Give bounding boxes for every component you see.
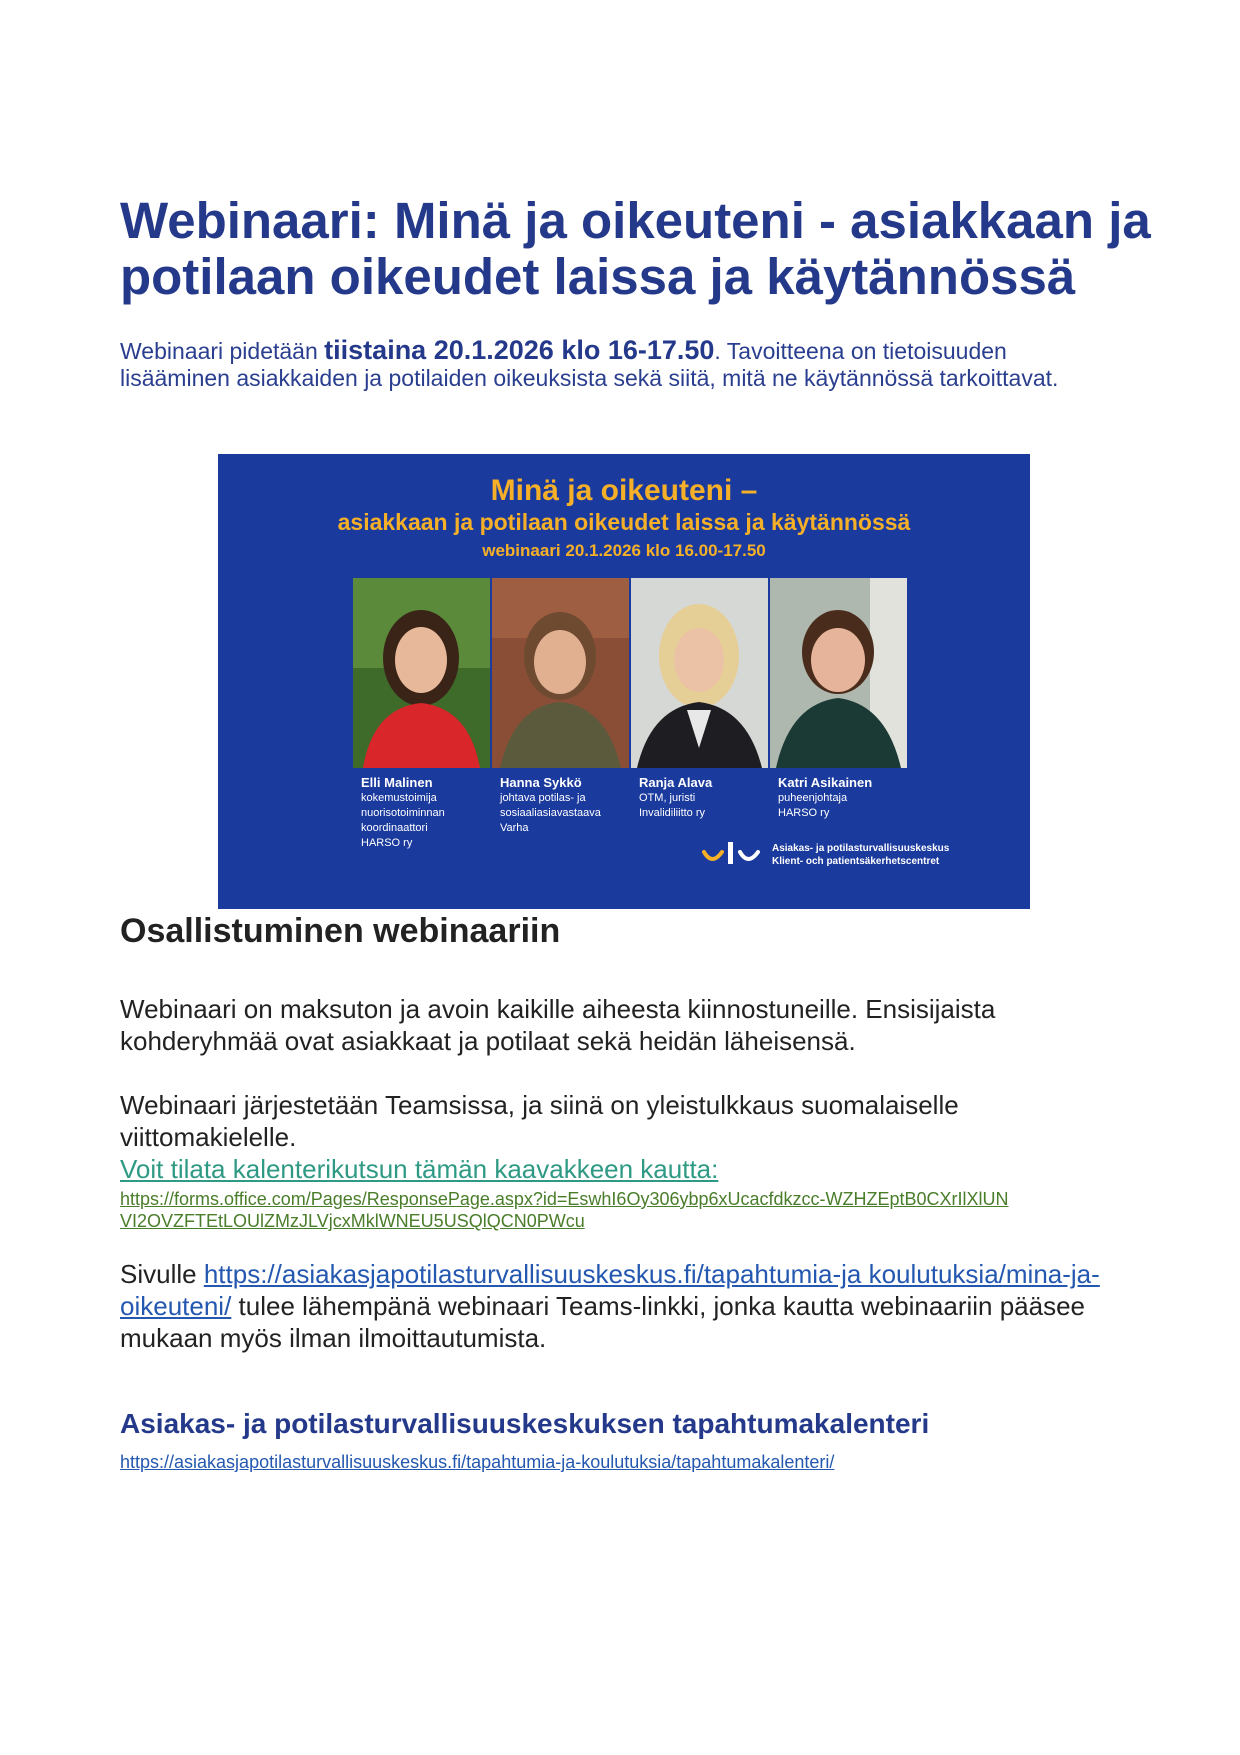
intro-pre: Webinaari pidetään — [120, 338, 325, 364]
speaker-name: Katri Asikainen — [778, 775, 873, 790]
teams-link-pre: Sivulle — [120, 1259, 204, 1289]
intro-date: tiistaina 20.1.2026 klo 16-17.50 — [324, 335, 715, 365]
page-title: Webinaari: Minä ja oikeuteni - asiakkaan ja potilaan oikeudet laissa ja käytännössä — [120, 192, 1151, 305]
speaker-role: koordinaattori — [361, 822, 428, 834]
banner-date: webinaari 20.1.2026 klo 16.00-17.50 — [482, 541, 766, 560]
teams-link-post: tulee lähempänä webinaari Teams-linkki, jonka kautta webinaariin pääsee mukaan myös ilman ilmoittautumista. — [120, 1291, 1086, 1353]
logo-text-fi: Asiakas- ja potilasturvallisuuskeskus — [772, 843, 950, 854]
speaker-role: johtava potilas- ja — [500, 792, 586, 804]
speaker-role: Invalidiliitto ry — [639, 807, 706, 819]
speaker-name: Hanna Sykkö — [500, 775, 582, 790]
speaker-2 — [500, 774, 640, 836]
teams-paragraph: Webinaari järjestetään Teamsissa, ja siinä on yleistulkkaus suomalaiselle viittomakielelle. — [120, 1090, 959, 1152]
speaker-photo-3 — [631, 578, 768, 768]
speaker-role: nuorisotoiminnan — [361, 807, 445, 819]
banner-subtitle: asiakkaan ja potilaan oikeudet laissa ja käytännössä — [337, 509, 911, 535]
teams-link-paragraph — [120, 1258, 1120, 1354]
forms-url-link[interactable]: https://forms.office.com/Pages/ResponsePage.aspx?id=EswhI6Oy306ybp6xUcacfdkzcc-WZHZEptB0CXrIlXlUNVI2OVZFTEtLOUlZMzJLVjcxMklWNEU5USQlQCN0PWcu — [120, 1189, 1009, 1231]
logo-mark-icon — [700, 836, 764, 872]
speaker-name: Elli Malinen — [361, 775, 433, 790]
speaker-role: HARSO ry — [778, 807, 830, 819]
calendar-invite-link[interactable]: Voit tilata kalenterikutsun tämän kaavakkeen kautta: — [120, 1154, 719, 1184]
speaker-role: Varha — [500, 822, 529, 834]
speaker-photo-4 — [770, 578, 907, 768]
logo-text-sv: Klient- och patientsäkerhetscentret — [772, 856, 940, 867]
speaker-role: kokemustoimija — [361, 792, 437, 804]
intro-post: . Tavoitteena on tietoisuuden lisääminen asiakkaiden ja potilaiden oikeuksista sekä siitä, mitä ne käytännössä tarkoittavat. — [120, 338, 1059, 391]
webinar-banner — [218, 454, 1030, 909]
participation-heading: Osallistuminen webinaariin — [120, 912, 561, 950]
intro-paragraph — [120, 337, 1110, 392]
speaker-4 — [778, 774, 918, 821]
participation-paragraph: Webinaari on maksuton ja avoin kaikille aiheesta kiinnostuneille. Ensisijaista kohderyhmää ovat asiakkaat ja potilaat sekä heidän läheisensä. — [120, 994, 996, 1056]
speaker-role: HARSO ry — [361, 837, 413, 849]
calendar-url-link[interactable]: https://asiakasjapotilasturvallisuuskeskus.fi/tapahtumia-ja-koulutuksia/tapahtumakalenteri/ — [120, 1452, 835, 1472]
speaker-3 — [639, 774, 779, 821]
speaker-role: puheenjohtaja — [778, 792, 848, 804]
speaker-role: sosiaaliasiavastaava — [500, 807, 601, 819]
speaker-role: OTM, juristi — [639, 792, 696, 804]
organization-logo — [700, 836, 1030, 876]
calendar-heading: Asiakas- ja potilasturvallisuuskeskuksen tapahtumakalenteri — [120, 1408, 930, 1439]
event-page-link[interactable]: https://asiakasjapotilasturvallisuuskeskus.fi/tapahtumia-ja koulutuksia/mina-ja-oikeuteni/ — [120, 1259, 1100, 1321]
speaker-photo-1 — [353, 578, 490, 768]
speaker-name: Ranja Alava — [639, 775, 713, 790]
speaker-photo-2 — [492, 578, 629, 768]
speaker-1 — [361, 774, 501, 851]
banner-title: Minä ja oikeuteni – — [490, 474, 758, 507]
